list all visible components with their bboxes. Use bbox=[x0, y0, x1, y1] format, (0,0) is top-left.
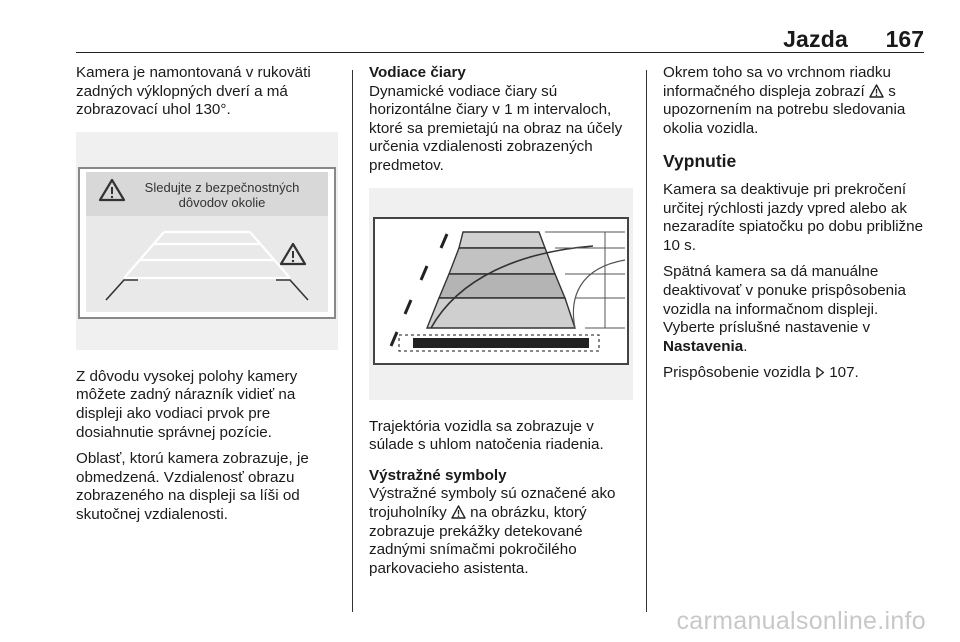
header-divider bbox=[76, 52, 924, 53]
column-divider-2 bbox=[646, 70, 647, 612]
paragraph-deactivation-speed: Kamera sa deaktivuje pri prekročení určitej rýchlosti jazdy vpred alebo ak nezaradíte spiatočku po dobu približne 10 s. bbox=[663, 180, 924, 254]
paragraph-trajectory: Trajektória vozidla sa zobrazuje v súlade s uhlom natočenia riadenia. bbox=[369, 417, 604, 454]
settings-menu-label: Nastavenia bbox=[663, 337, 744, 355]
paragraph-top-line-warning bbox=[663, 64, 925, 138]
page-reference-arrow-icon bbox=[815, 366, 825, 379]
paragraph-warning-symbols bbox=[369, 485, 633, 578]
camera-display-illustration bbox=[76, 132, 338, 350]
heading-warning-symbols: Výstražné symboly bbox=[369, 466, 507, 484]
top-line-text-part-1: Okrem toho sa vo vrchnom riadku informačného displeja zobrazí bbox=[663, 64, 891, 100]
column-divider-1 bbox=[352, 70, 353, 612]
paragraph-manual-deactivation bbox=[663, 263, 925, 356]
paragraph-cross-reference bbox=[663, 364, 925, 383]
figure-message-line-2: dôvodov okolie bbox=[178, 194, 266, 210]
paragraph-guide-lines: Dynamické vodiace čiary sú horizontálne čiary v 1 m intervaloch, ktoré sa premietajú na obraz na účely určenia vzdialenosti zobrazených predmetov. bbox=[369, 82, 623, 174]
section-title: Jazda bbox=[783, 26, 848, 52]
heading-deactivation: Vypnutie bbox=[663, 151, 737, 172]
column-3 bbox=[663, 64, 925, 391]
warning-text-part-2: na obrázku, ktorý zobrazuje prekážky detekované zadnými snímačmi pokročilého parkovacieho asistenta. bbox=[369, 503, 587, 577]
figure-message-line-1: Sledujte z bezpečnostných bbox=[144, 179, 300, 195]
paragraph-bumper-view: Z dôvodu vysokej polohy kamery môžete zadný nárazník vidieť na displeji ako vodiaci prvok pre dosiahnutie správnej pozície. bbox=[76, 367, 298, 441]
manual-text-part-1: Spätná kamera sa dá manuálne deaktivovať v ponuke prispôsobenia vozidla na informačnom displeji. Vyberte príslušné nastavenie v bbox=[663, 263, 906, 337]
warning-triangle-icon bbox=[869, 84, 884, 98]
watermark: carmanualsonline.info bbox=[676, 607, 926, 635]
cross-reference-page: 107. bbox=[829, 364, 859, 382]
warning-text-part-1: Výstražné symboly sú označené ako trojuholníky bbox=[369, 485, 616, 521]
guide-lines-figure bbox=[369, 188, 633, 400]
paragraph-camera-mount: Kamera je namontovaná v rukoväti zadných výklopných dverí a má zobrazovací uhol 130°. bbox=[76, 64, 311, 119]
warning-triangle-icon bbox=[451, 505, 466, 519]
manual-text-part-3: . bbox=[743, 337, 748, 355]
paragraph-area-limited: Oblasť, ktorú kamera zobrazuje, je obmedzená. Vzdialenosť obrazu zobrazeného na displeji sa líši od skutočnej vzdialenosti. bbox=[76, 450, 309, 523]
cross-reference-text: Prispôsobenie vozidla bbox=[663, 364, 811, 382]
column-2 bbox=[369, 64, 633, 586]
page-number: 167 bbox=[885, 26, 924, 52]
camera-display-figure bbox=[76, 132, 338, 350]
heading-guide-lines: Vodiace čiary bbox=[369, 64, 466, 81]
guide-lines-illustration bbox=[369, 188, 633, 400]
column-1 bbox=[76, 64, 338, 533]
top-line-text-part-2: s upozornením na potrebu sledovania okolia vozidla. bbox=[663, 82, 906, 137]
